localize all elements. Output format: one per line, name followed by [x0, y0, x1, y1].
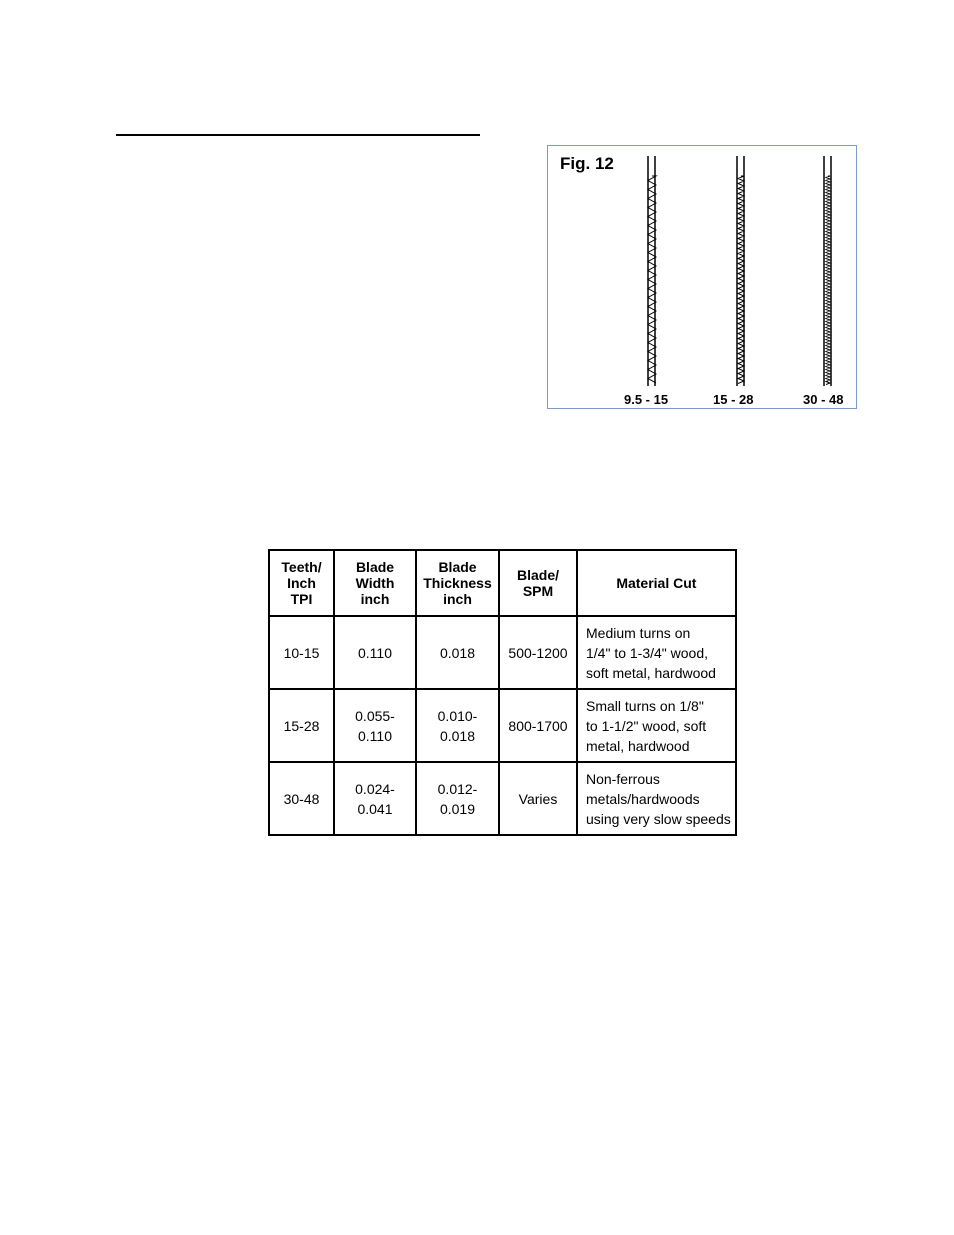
blade-label-medium: 15 - 28 — [713, 392, 754, 407]
cell-thickness: 0.012-0.019 — [416, 762, 499, 835]
table-row — [269, 689, 736, 762]
section-underline — [116, 134, 480, 136]
table-row — [269, 616, 736, 689]
blade-medium-teeth — [738, 176, 744, 384]
cell-width: 0.024-0.041 — [334, 762, 416, 835]
cell-material: Medium turns on 1/4" to 1-3/4" wood, soft metal, hardwood — [577, 616, 736, 689]
header-tpi: Teeth/ Inch TPI — [269, 550, 334, 616]
blade-coarse — [648, 156, 656, 386]
cell-spm: 800-1700 — [499, 689, 577, 762]
cell-tpi: 15-28 — [269, 689, 334, 762]
cell-tpi: 10-15 — [269, 616, 334, 689]
blade-medium — [737, 156, 744, 386]
blade-fine-teeth — [826, 176, 830, 385]
cell-thickness: 0.010-0.018 — [416, 689, 499, 762]
blade-label-coarse: 9.5 - 15 — [624, 392, 669, 407]
cell-width: 0.110 — [334, 616, 416, 689]
blade-label-fine: 30 - 48 — [803, 392, 844, 407]
cell-spm: Varies — [499, 762, 577, 835]
cell-material: Small turns on 1/8" to 1-1/2" wood, soft metal, hardwood — [577, 689, 736, 762]
cell-width: 0.055-0.110 — [334, 689, 416, 762]
header-blade-width: Blade Width inch — [334, 550, 416, 616]
table-header-row — [269, 550, 736, 616]
cell-tpi: 30-48 — [269, 762, 334, 835]
header-blade-spm: Blade/ SPM — [499, 550, 577, 616]
header-material-cut: Material Cut — [577, 550, 736, 616]
cell-thickness: 0.018 — [416, 616, 499, 689]
blade-drawings — [548, 146, 856, 408]
header-blade-thickness: Blade Thickness inch — [416, 550, 499, 616]
blade-spec-table — [268, 549, 737, 836]
cell-material: Non-ferrous metals/hardwoods using very slow speeds — [577, 762, 736, 835]
blade-fine — [824, 156, 831, 386]
figure-title: Fig. 12 — [560, 154, 614, 173]
table-row — [269, 762, 736, 835]
cell-spm: 500-1200 — [499, 616, 577, 689]
blade-figure — [547, 145, 857, 409]
